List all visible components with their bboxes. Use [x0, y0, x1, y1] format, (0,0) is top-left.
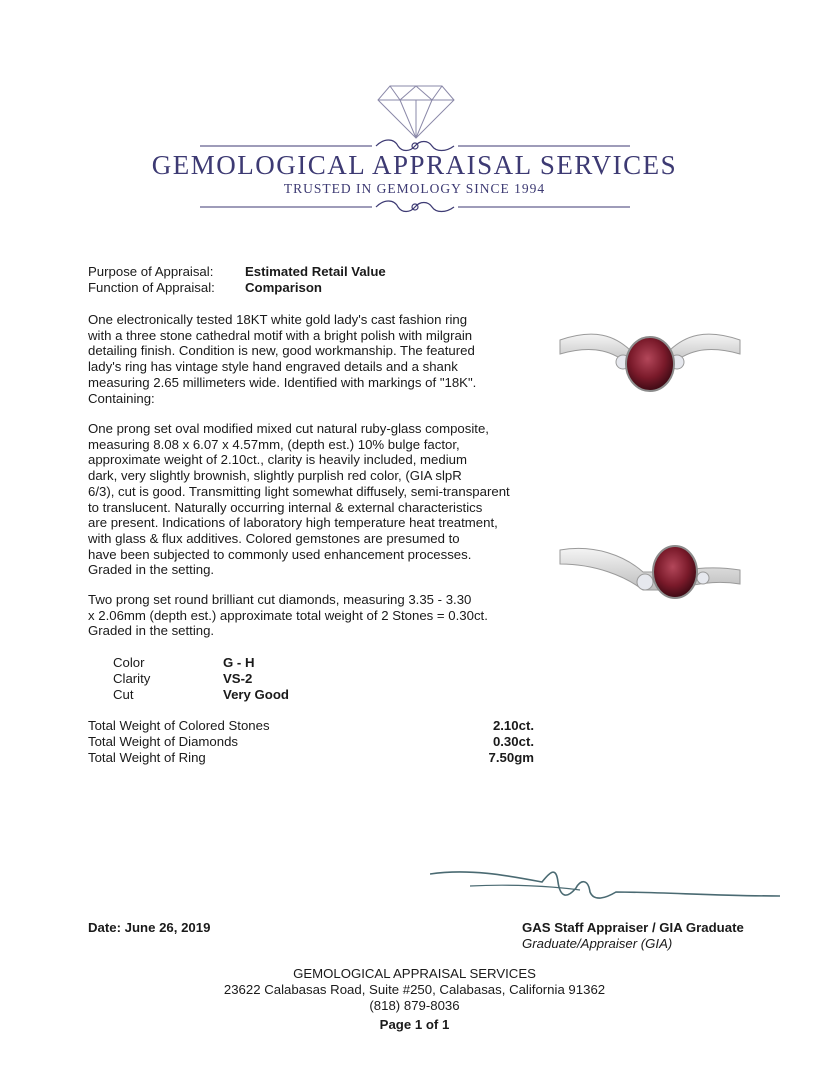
appraiser-title: GAS Staff Appraiser / GIA Graduate: [522, 920, 744, 935]
purpose-label: Purpose of Appraisal:: [88, 264, 214, 279]
description-line: One electronically tested 18KT white gold lady's cast fashion ring: [88, 312, 468, 327]
diamond-logo-icon: [376, 84, 456, 140]
center-stone-description: [88, 421, 510, 578]
footer-phone: (818) 879-8036: [369, 998, 460, 1013]
center-stone-line: to translucent. Naturally occurring internal & external characteristics: [88, 499, 483, 515]
grading-value: Very Good: [223, 687, 289, 702]
grading-label: Color: [113, 655, 145, 670]
page-number: Page 1 of 1: [379, 1017, 450, 1032]
diamond-description: [88, 592, 488, 639]
center-stone-line: measuring 8.08 x 6.07 x 4.57mm, (depth est.) 10% bulge factor,: [88, 436, 460, 452]
diamond-line: x 2.06mm (depth est.) approximate total weight of 2 Stones = 0.30ct.: [88, 607, 488, 623]
grading-label: Clarity: [113, 671, 151, 686]
center-stone-line: with glass & flux additives. Colored gemstones are presumed to: [88, 530, 460, 546]
center-stone-line: Graded in the setting.: [88, 562, 215, 578]
description-line: lady's ring has vintage style hand engraved details and a shank: [88, 359, 458, 375]
description-line: Containing:: [88, 390, 155, 406]
function-label: Function of Appraisal:: [88, 280, 215, 295]
appraiser-subtitle: Graduate/Appraiser (GIA): [522, 936, 673, 951]
center-stone-line: approximate weight of 2.10ct., clarity is heavily included, medium: [88, 452, 467, 468]
total-label: Total Weight of Colored Stones: [88, 718, 270, 733]
ring-photo: [555, 528, 745, 618]
total-value: 0.30ct.: [492, 734, 534, 749]
footer-address: 23622 Calabasas Road, Suite #250, Calabasas, California 91362: [223, 982, 606, 997]
ring-description: [88, 312, 476, 406]
grading-value: G - H: [223, 655, 255, 670]
description-line: detailing finish. Condition is new, good workmanship. The featured: [88, 343, 475, 359]
total-label: Total Weight of Ring: [88, 750, 206, 765]
ring-photo: [555, 310, 745, 400]
description-line: measuring 2.65 millimeters wide. Identified with markings of "18K".: [88, 374, 477, 390]
scroll-ornament-icon: [200, 198, 630, 216]
purpose-value: Estimated Retail Value: [245, 264, 386, 279]
grading-label: Cut: [113, 687, 134, 702]
total-label: Total Weight of Diamonds: [88, 734, 239, 749]
description-line: with a three stone cathedral motif with a bright polish with milgrain: [88, 327, 473, 343]
center-stone-line: have been subjected to commonly used enhancement processes.: [88, 546, 472, 562]
center-stone-line: 6/3), cut is good. Transmitting light somewhat diffusely, semi-transparent: [88, 483, 510, 499]
diamond-line: Graded in the setting.: [88, 623, 215, 639]
center-stone-line: One prong set oval modified mixed cut natural ruby-glass composite,: [88, 421, 489, 436]
diamond-line: Two prong set round brilliant cut diamonds, measuring 3.35 - 3.30: [88, 592, 472, 607]
company-logo-title: GEMOLOGICAL APPRAISAL SERVICES: [151, 150, 678, 180]
footer-company: GEMOLOGICAL APPRAISAL SERVICES: [293, 966, 536, 981]
total-value: 2.10ct.: [492, 718, 534, 733]
function-value: Comparison: [245, 280, 322, 295]
signature: [430, 862, 780, 912]
center-stone-line: dark, very slightly brownish, slightly purplish red color, (GIA slpR: [88, 468, 462, 484]
center-stone-line: are present. Indications of laboratory high temperature heat treatment,: [88, 515, 498, 531]
appraisal-date: Date: June 26, 2019: [88, 920, 211, 935]
company-tagline: TRUSTED IN GEMOLOGY SINCE 1994: [283, 181, 546, 196]
grading-value: VS-2: [223, 671, 253, 686]
total-value: 7.50gm: [488, 750, 534, 765]
